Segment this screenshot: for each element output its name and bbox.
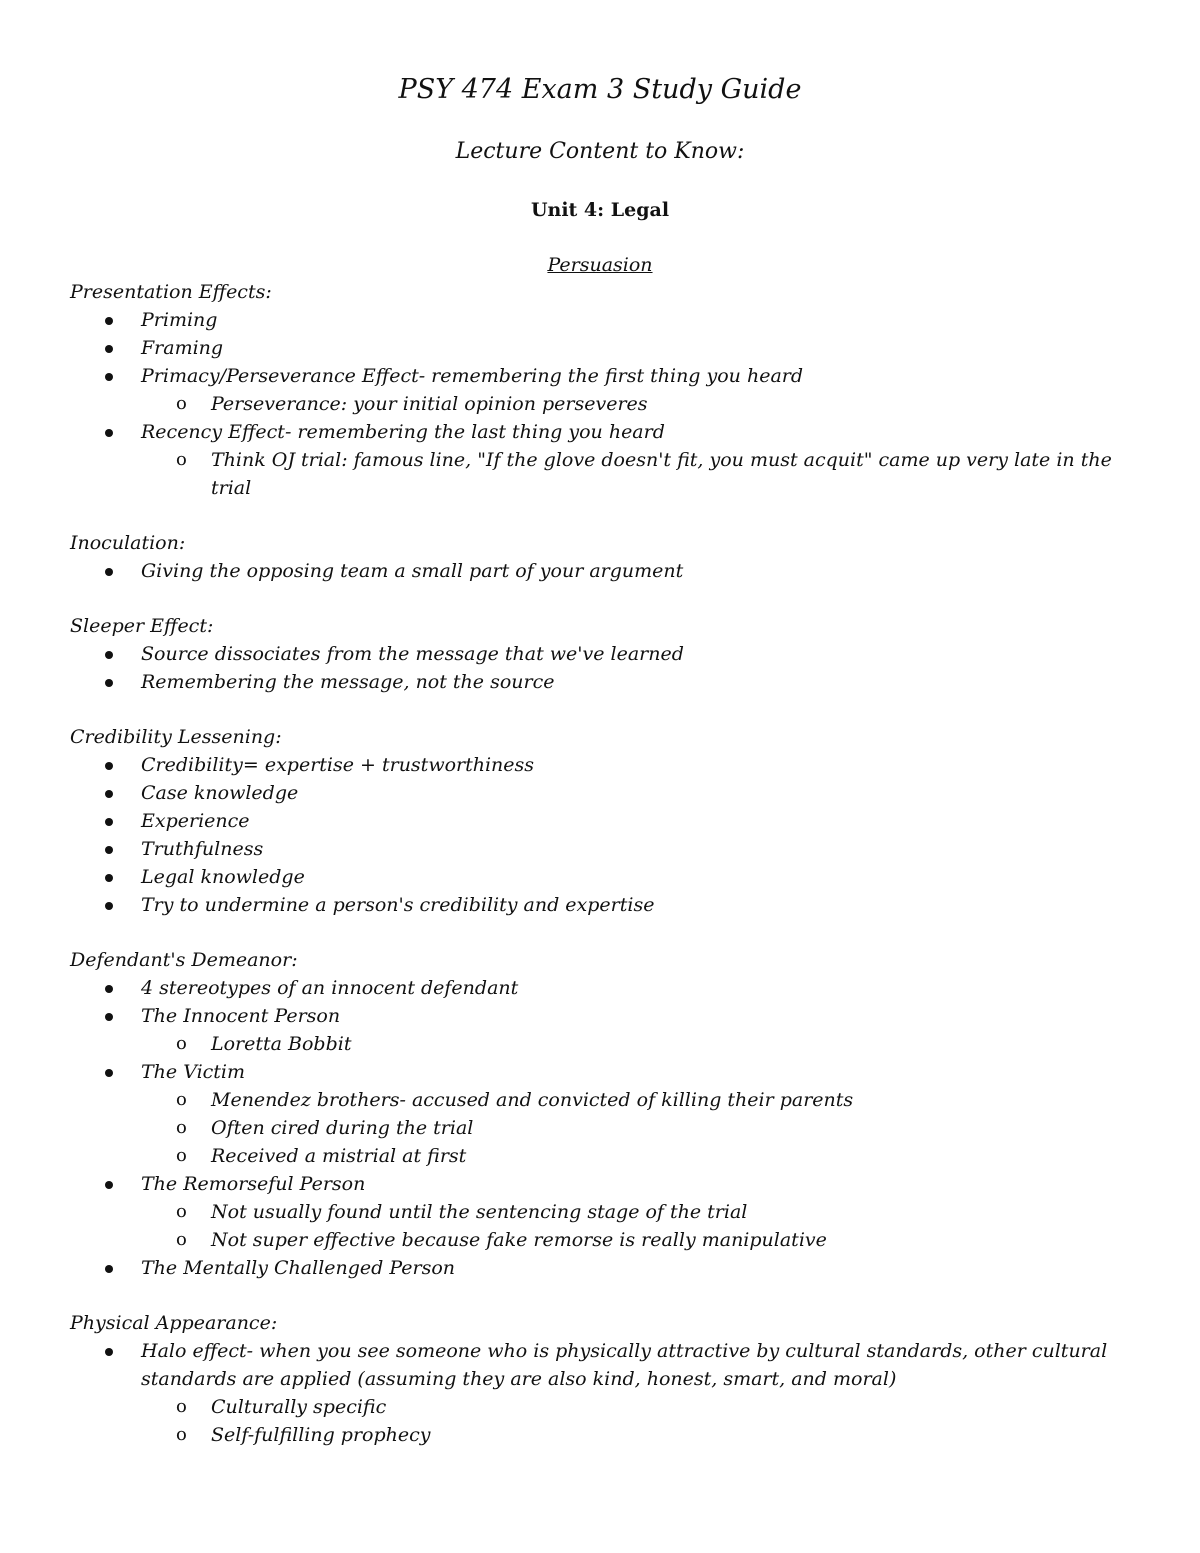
sub-bullet-icon: o: [176, 1089, 187, 1110]
document-subtitle: Lecture Content to Know:: [455, 139, 745, 164]
sub-bullet-icon: o: [176, 1201, 187, 1222]
list-item-text: The Victim: [141, 1061, 246, 1083]
section-heading-demeanor: Defendant's Demeanor:: [70, 949, 298, 971]
bullet-icon: [105, 902, 113, 910]
bullet-icon: [105, 762, 113, 770]
list-item-text: Case knowledge: [141, 782, 299, 804]
list-item-text: The Innocent Person: [141, 1005, 341, 1027]
list-item: [70, 362, 1130, 390]
list-item-text: Truthfulness: [141, 838, 264, 860]
sub-bullet-icon: o: [176, 1229, 187, 1250]
bullet-icon: [105, 373, 113, 381]
list-item: [70, 751, 1130, 779]
bullet-icon: [105, 874, 113, 882]
section-heading-sleeper: Sleeper Effect:: [70, 615, 214, 637]
sub-list-item: [70, 1198, 1130, 1226]
list-item-text: Remembering the message, not the source: [141, 671, 555, 693]
sub-list-item: [70, 1114, 1130, 1142]
section-heading-credibility: Credibility Lessening:: [70, 726, 282, 748]
section-heading-appearance: Physical Appearance:: [70, 1312, 278, 1334]
sub-bullet-icon: o: [176, 393, 187, 414]
list-item: [70, 1002, 1130, 1030]
list-item: [70, 668, 1130, 696]
list-item-continuation: standards are applied (assuming they are also kind, honest, smart, and moral): [141, 1368, 897, 1390]
section-heading-inoculation: Inoculation:: [70, 532, 186, 554]
sub-list-item: [70, 1421, 1130, 1449]
bullet-icon: [105, 1348, 113, 1356]
bullet-icon: [105, 1013, 113, 1021]
sub-list-item: [70, 1086, 1130, 1114]
sub-list-item: [70, 446, 1130, 474]
sub-list-item: [70, 1226, 1130, 1254]
list-item-text: Legal knowledge: [141, 866, 305, 888]
list-item-text: Menendez brothers- accused and convicted of killing their parents: [211, 1089, 854, 1111]
topic-label: Persuasion: [547, 254, 653, 276]
list-item-text: Recency Effect- remembering the last thing you heard: [141, 421, 665, 443]
bullet-icon: [105, 568, 113, 576]
list-item: [70, 557, 1130, 585]
list-item: [70, 863, 1130, 891]
list-item: [70, 891, 1130, 919]
bullet-icon: [105, 1265, 113, 1273]
sub-bullet-icon: o: [176, 1117, 187, 1138]
bullet-icon: [105, 679, 113, 687]
bullet-icon: [105, 345, 113, 353]
bullet-icon: [105, 429, 113, 437]
list-item: [70, 334, 1130, 362]
sub-bullet-icon: o: [176, 1396, 187, 1417]
sub-list-item-continuation: trial: [211, 477, 252, 499]
list-item-text: Not usually found until the sentencing stage of the trial: [211, 1201, 748, 1223]
list-item-text: Experience: [141, 810, 250, 832]
bullet-icon: [105, 790, 113, 798]
list-item: [70, 1058, 1130, 1086]
list-item: [70, 418, 1130, 446]
list-item-text: Halo effect- when you see someone who is physically attractive by cultural standards, other cultural: [141, 1340, 1108, 1362]
list-item: [70, 1337, 1130, 1365]
list-item: [70, 306, 1130, 334]
list-item-text: The Remorseful Person: [141, 1173, 366, 1195]
list-item-text: Received a mistrial at first: [211, 1145, 467, 1167]
bullet-icon: [105, 846, 113, 854]
topic-heading: [0, 251, 1200, 279]
list-item-text: Loretta Bobbit: [211, 1033, 352, 1055]
list-item-text: Priming: [141, 309, 218, 331]
bullet-icon: [105, 317, 113, 325]
sub-list-item: [70, 1393, 1130, 1421]
sub-bullet-icon: o: [176, 449, 187, 470]
sub-list-item: [70, 1142, 1130, 1170]
sub-bullet-icon: o: [176, 1145, 187, 1166]
list-item-text: 4 stereotypes of an innocent defendant: [141, 977, 519, 999]
document-title: PSY 474 Exam 3 Study Guide: [398, 74, 802, 105]
sub-list-item: [70, 390, 1130, 418]
section-heading-presentation: Presentation Effects:: [70, 281, 272, 303]
list-item: [70, 779, 1130, 807]
sub-bullet-icon: o: [176, 1033, 187, 1054]
list-item: [70, 807, 1130, 835]
unit-heading: Unit 4: Legal: [530, 199, 670, 221]
list-item-text: Giving the opposing team a small part of your argument: [141, 560, 684, 582]
list-item: [70, 1170, 1130, 1198]
list-item-text: Perseverance: your initial opinion perseveres: [211, 393, 648, 415]
bullet-icon: [105, 1069, 113, 1077]
list-item-text: Primacy/Perseverance Effect- remembering the first thing you heard: [141, 365, 804, 387]
sub-list-item: [70, 1030, 1130, 1058]
list-item-text: Think OJ trial: famous line, "If the glove doesn't fit, you must acquit" came up very late in the: [211, 449, 1112, 471]
list-item-text: Try to undermine a person's credibility and expertise: [141, 894, 655, 916]
list-item: [70, 835, 1130, 863]
bullet-icon: [105, 1181, 113, 1189]
list-item-text: The Mentally Challenged Person: [141, 1257, 456, 1279]
list-item-text: Not super effective because fake remorse is really manipulative: [211, 1229, 827, 1251]
bullet-icon: [105, 818, 113, 826]
notes-body: [70, 278, 1130, 1449]
sub-bullet-icon: o: [176, 1424, 187, 1445]
list-item-text: Credibility= expertise + trustworthiness: [141, 754, 535, 776]
list-item-text: Often cired during the trial: [211, 1117, 474, 1139]
bullet-icon: [105, 985, 113, 993]
list-item-text: Source dissociates from the message that we've learned: [141, 643, 684, 665]
list-item: [70, 974, 1130, 1002]
list-item: [70, 1254, 1130, 1282]
list-item-text: Culturally specific: [211, 1396, 387, 1418]
list-item-text: Self-fulfilling prophecy: [211, 1424, 431, 1446]
list-item-text: Framing: [141, 337, 224, 359]
bullet-icon: [105, 651, 113, 659]
list-item: [70, 640, 1130, 668]
